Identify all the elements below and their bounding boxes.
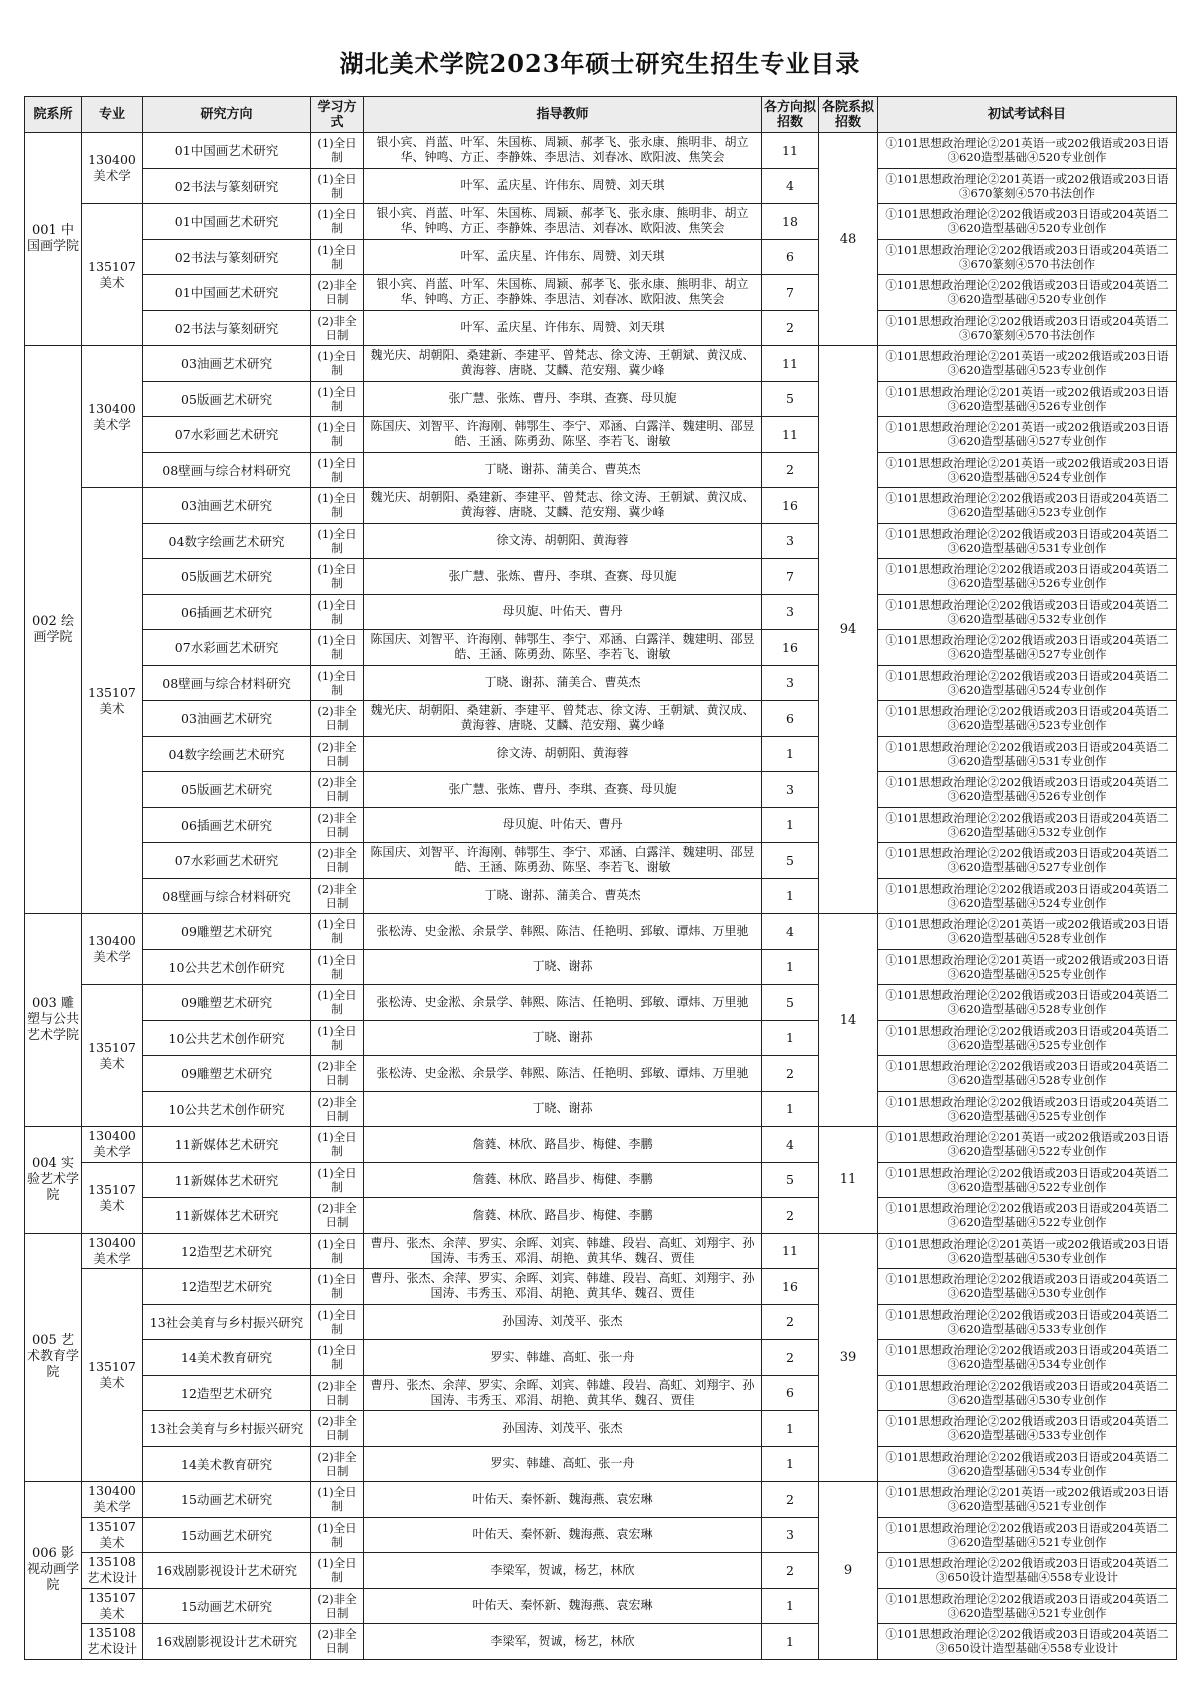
tutors-cell: 张广慧、张炼、曹丹、李琪、查赛、母贝旎: [364, 381, 762, 417]
study-mode-cell: (2)非全日制: [311, 1446, 364, 1482]
tutors-cell: 银小宾、肖蓝、叶军、朱国栋、周颖、郝孝飞、张永康、熊明非、胡立华、钟鸣、方正、李静姝、李思洁、刘春冰、欧阳波、焦笑会: [364, 275, 762, 311]
exam-subjects-cell: ①101思想政治理论②202俄语或203日语或204英语二③620造型基础④526专业创作: [878, 559, 1177, 595]
page-title: 湖北美术学院2023年硕士研究生招生专业目录: [339, 49, 861, 78]
plan-count-cell: 6: [762, 701, 819, 737]
plan-count-cell: 11: [762, 346, 819, 382]
direction-cell: 05版画艺术研究: [143, 559, 311, 595]
department-cell: 001 中国画学院: [25, 133, 82, 346]
exam-subjects-cell: ①101思想政治理论②201英语一或202俄语或203日语③620造型基础④525专业创作: [878, 949, 1177, 985]
plan-count-cell: 3: [762, 523, 819, 559]
exam-subjects-cell: ①101思想政治理论②202俄语或203日语或204英语二③620造型基础④534专业创作: [878, 1340, 1177, 1376]
header-exam: 初试考试科目: [878, 97, 1177, 133]
table-row: [25, 1269, 1177, 1305]
table-row: [25, 1553, 1177, 1589]
tutors-cell: 丁晓、谢荪、蒲美合、曹英杰: [364, 878, 762, 914]
study-mode-cell: (1)全日制: [311, 949, 364, 985]
major-cell: 135107 美术: [82, 1162, 143, 1233]
header-total: 各院系拟招数: [819, 97, 878, 133]
tutors-cell: 魏光庆、胡朝阳、桑建新、李建平、曾梵志、徐文涛、王朝斌、黄汉成、黄海蓉、唐晓、艾麟、范安翔、冀少峰: [364, 346, 762, 382]
major-cell: 135107 美术: [82, 1269, 143, 1482]
plan-count-cell: 4: [762, 168, 819, 204]
study-mode-cell: (1)全日制: [311, 452, 364, 488]
exam-subjects-cell: ①101思想政治理论②202俄语或203日语或204英语二③620造型基础④524专业创作: [878, 878, 1177, 914]
tutors-cell: 张广慧、张炼、曹丹、李琪、查赛、母贝旎: [364, 559, 762, 595]
direction-cell: 10公共艺术创作研究: [143, 1020, 311, 1056]
table-row: [25, 914, 1177, 950]
study-mode-cell: (1)全日制: [311, 630, 364, 666]
tutors-cell: 叶军、孟庆星、许伟东、周赞、刘天琪: [364, 168, 762, 204]
exam-subjects-cell: ①101思想政治理论②202俄语或203日语或204英语二③620造型基础④533专业创作: [878, 1411, 1177, 1447]
table-row: [25, 275, 1177, 311]
direction-cell: 09雕塑艺术研究: [143, 1056, 311, 1092]
direction-cell: 02书法与篆刻研究: [143, 168, 311, 204]
direction-cell: 03油画艺术研究: [143, 701, 311, 737]
exam-subjects-cell: ①101思想政治理论②202俄语或203日语或204英语二③620造型基础④526专业创作: [878, 772, 1177, 808]
tutors-cell: 罗实、韩雄、高虹、张一舟: [364, 1340, 762, 1376]
major-cell: 135107 美术: [82, 204, 143, 346]
exam-subjects-cell: ①101思想政治理论②202俄语或203日语或204英语二③620造型基础④530专业创作: [878, 1375, 1177, 1411]
exam-subjects-cell: ①101思想政治理论②201英语一或202俄语或203日语③620造型基础④522专业创作: [878, 1127, 1177, 1163]
table-row: [25, 488, 1177, 524]
plan-count-cell: 3: [762, 1517, 819, 1553]
table-row: [25, 665, 1177, 701]
plan-count-cell: 1: [762, 1411, 819, 1447]
table-row: [25, 843, 1177, 879]
tutors-cell: 李梁军，贺诚，杨艺，林欣: [364, 1553, 762, 1589]
plan-count-cell: 6: [762, 1375, 819, 1411]
tutors-cell: 曹丹、张杰、余萍、罗实、余晖、刘宾、韩雄、段岩、高虹、刘翔宇、孙国涛、韦秀玉、邓涓、胡艳、黄其华、魏召、贾佳: [364, 1233, 762, 1269]
department-total-cell: 48: [819, 133, 878, 346]
study-mode-cell: (1)全日制: [311, 1233, 364, 1269]
table-row: [25, 630, 1177, 666]
tutors-cell: 魏光庆、胡朝阳、桑建新、李建平、曾梵志、徐文涛、王朝斌、黄汉成、黄海蓉、唐晓、艾麟、范安翔、冀少峰: [364, 488, 762, 524]
study-mode-cell: (1)全日制: [311, 1304, 364, 1340]
exam-subjects-cell: ①101思想政治理论②202俄语或203日语或204英语二③620造型基础④528专业创作: [878, 1056, 1177, 1092]
table-row: [25, 878, 1177, 914]
exam-subjects-cell: ①101思想政治理论②202俄语或203日语或204英语二③650设计造型基础④558专业设计: [878, 1553, 1177, 1589]
table-row: [25, 1056, 1177, 1092]
catalog-table: [24, 96, 1177, 1660]
direction-cell: 06插画艺术研究: [143, 594, 311, 630]
plan-count-cell: 18: [762, 204, 819, 240]
table-row: [25, 239, 1177, 275]
table-row: [25, 1482, 1177, 1518]
plan-count-cell: 3: [762, 594, 819, 630]
table-row: [25, 204, 1177, 240]
direction-cell: 14美术教育研究: [143, 1340, 311, 1376]
study-mode-cell: (2)非全日制: [311, 1056, 364, 1092]
plan-count-cell: 16: [762, 630, 819, 666]
tutors-cell: 罗实、韩雄、高虹、张一舟: [364, 1446, 762, 1482]
direction-cell: 08壁画与综合材料研究: [143, 878, 311, 914]
tutors-cell: 张松涛、史金淞、余景学、韩熙、陈洁、任艳明、郅敏、谭炜、万里驰: [364, 985, 762, 1021]
tutors-cell: 徐文涛、胡朝阳、黄海蓉: [364, 523, 762, 559]
study-mode-cell: (1)全日制: [311, 1162, 364, 1198]
exam-subjects-cell: ①101思想政治理论②202俄语或203日语或204英语二③670篆刻④570书法创作: [878, 239, 1177, 275]
direction-cell: 11新媒体艺术研究: [143, 1162, 311, 1198]
study-mode-cell: (2)非全日制: [311, 701, 364, 737]
table-row: [25, 1624, 1177, 1660]
study-mode-cell: (1)全日制: [311, 239, 364, 275]
table-row: [25, 1020, 1177, 1056]
plan-count-cell: 1: [762, 736, 819, 772]
table-row: [25, 346, 1177, 382]
plan-count-cell: 3: [762, 772, 819, 808]
department-total-cell: 39: [819, 1233, 878, 1482]
major-cell: 130400 美术学: [82, 1127, 143, 1163]
table-row: [25, 1198, 1177, 1234]
plan-count-cell: 11: [762, 1233, 819, 1269]
table-row: [25, 559, 1177, 595]
exam-subjects-cell: ①101思想政治理论②201英语一或202俄语或203日语③620造型基础④528专业创作: [878, 914, 1177, 950]
plan-count-cell: 7: [762, 559, 819, 595]
direction-cell: 13社会美育与乡村振兴研究: [143, 1304, 311, 1340]
study-mode-cell: (1)全日制: [311, 914, 364, 950]
direction-cell: 15动画艺术研究: [143, 1588, 311, 1624]
major-cell: 130400 美术学: [82, 133, 143, 204]
table-row: [25, 1375, 1177, 1411]
study-mode-cell: (2)非全日制: [311, 772, 364, 808]
table-row: [25, 452, 1177, 488]
table-row: [25, 417, 1177, 453]
direction-cell: 15动画艺术研究: [143, 1482, 311, 1518]
exam-subjects-cell: ①101思想政治理论②202俄语或203日语或204英语二③620造型基础④528专业创作: [878, 985, 1177, 1021]
exam-subjects-cell: ①101思想政治理论②202俄语或203日语或204英语二③620造型基础④525专业创作: [878, 1020, 1177, 1056]
table-row: [25, 1091, 1177, 1127]
major-cell: 130400 美术学: [82, 346, 143, 488]
tutors-cell: 银小宾、肖蓝、叶军、朱国栋、周颖、郝孝飞、张永康、熊明非、胡立华、钟鸣、方正、李静姝、李思洁、刘春冰、欧阳波、焦笑会: [364, 133, 762, 169]
exam-subjects-cell: ①101思想政治理论②202俄语或203日语或204英语二③620造型基础④531专业创作: [878, 736, 1177, 772]
direction-cell: 11新媒体艺术研究: [143, 1127, 311, 1163]
table-row: [25, 985, 1177, 1021]
direction-cell: 12造型艺术研究: [143, 1375, 311, 1411]
exam-subjects-cell: ①101思想政治理论②201英语一或202俄语或203日语③620造型基础④527专业创作: [878, 417, 1177, 453]
table-row: [25, 168, 1177, 204]
plan-count-cell: 2: [762, 310, 819, 346]
plan-count-cell: 16: [762, 488, 819, 524]
tutors-cell: 叶佑天、秦怀新、魏海燕、袁宏琳: [364, 1517, 762, 1553]
study-mode-cell: (2)非全日制: [311, 1588, 364, 1624]
tutors-cell: 丁晓、谢荪、蒲美合、曹英杰: [364, 452, 762, 488]
direction-cell: 01中国画艺术研究: [143, 133, 311, 169]
plan-count-cell: 1: [762, 807, 819, 843]
study-mode-cell: (2)非全日制: [311, 275, 364, 311]
table-row: [25, 807, 1177, 843]
plan-count-cell: 2: [762, 1340, 819, 1376]
table-row: [25, 310, 1177, 346]
direction-cell: 09雕塑艺术研究: [143, 914, 311, 950]
exam-subjects-cell: ①101思想政治理论②202俄语或203日语或204英语二③620造型基础④521专业创作: [878, 1588, 1177, 1624]
study-mode-cell: (1)全日制: [311, 204, 364, 240]
tutors-cell: 孙国涛、刘茂平、张杰: [364, 1304, 762, 1340]
department-cell: 002 绘画学院: [25, 346, 82, 914]
major-cell: 130400 美术学: [82, 1233, 143, 1269]
exam-subjects-cell: ①101思想政治理论②201英语一或202俄语或203日语③620造型基础④530专业创作: [878, 1233, 1177, 1269]
exam-subjects-cell: ①101思想政治理论②201英语一或202俄语或203日语③620造型基础④521专业创作: [878, 1482, 1177, 1518]
study-mode-cell: (2)非全日制: [311, 1091, 364, 1127]
direction-cell: 09雕塑艺术研究: [143, 985, 311, 1021]
plan-count-cell: 1: [762, 1588, 819, 1624]
plan-count-cell: 2: [762, 1553, 819, 1589]
study-mode-cell: (1)全日制: [311, 1127, 364, 1163]
exam-subjects-cell: ①101思想政治理论②201英语一或202俄语或203日语③670篆刻④570书法创作: [878, 168, 1177, 204]
study-mode-cell: (2)非全日制: [311, 1375, 364, 1411]
plan-count-cell: 3: [762, 665, 819, 701]
department-total-cell: 11: [819, 1127, 878, 1234]
table-row: [25, 1304, 1177, 1340]
study-mode-cell: (2)非全日制: [311, 807, 364, 843]
plan-count-cell: 1: [762, 1624, 819, 1660]
study-mode-cell: (2)非全日制: [311, 736, 364, 772]
exam-subjects-cell: ①101思想政治理论②202俄语或203日语或204英语二③670篆刻④570书法创作: [878, 310, 1177, 346]
table-row: [25, 1340, 1177, 1376]
study-mode-cell: (1)全日制: [311, 1517, 364, 1553]
exam-subjects-cell: ①101思想政治理论②202俄语或203日语或204英语二③650设计造型基础④558专业设计: [878, 1624, 1177, 1660]
header-row: [25, 97, 1177, 133]
tutors-cell: 丁晓、谢荪、蒲美合、曹英杰: [364, 665, 762, 701]
study-mode-cell: (2)非全日制: [311, 1198, 364, 1234]
study-mode-cell: (1)全日制: [311, 381, 364, 417]
major-cell: 130400 美术学: [82, 914, 143, 985]
major-cell: 135108 艺术设计: [82, 1553, 143, 1589]
exam-subjects-cell: ①101思想政治理论②202俄语或203日语或204英语二③620造型基础④534专业创作: [878, 1446, 1177, 1482]
plan-count-cell: 7: [762, 275, 819, 311]
direction-cell: 01中国画艺术研究: [143, 204, 311, 240]
exam-subjects-cell: ①101思想政治理论②202俄语或203日语或204英语二③620造型基础④521专业创作: [878, 1517, 1177, 1553]
tutors-cell: 陈国庆、刘智平、许海刚、韩鄂生、李宁、邓涵、白露洋、魏建明、邵昱皓、王涵、陈勇劲、陈坚、李若飞、谢敏: [364, 843, 762, 879]
direction-cell: 03油画艺术研究: [143, 346, 311, 382]
exam-subjects-cell: ①101思想政治理论②201英语一或202俄语或203日语③620造型基础④524专业创作: [878, 452, 1177, 488]
exam-subjects-cell: ①101思想政治理论②202俄语或203日语或204英语二③620造型基础④531专业创作: [878, 523, 1177, 559]
study-mode-cell: (1)全日制: [311, 1020, 364, 1056]
plan-count-cell: 2: [762, 452, 819, 488]
study-mode-cell: (1)全日制: [311, 985, 364, 1021]
tutors-cell: 丁晓、谢荪: [364, 1091, 762, 1127]
table-row: [25, 133, 1177, 169]
study-mode-cell: (1)全日制: [311, 665, 364, 701]
major-cell: 130400 美术学: [82, 1482, 143, 1518]
plan-count-cell: 1: [762, 1091, 819, 1127]
plan-count-cell: 4: [762, 914, 819, 950]
plan-count-cell: 2: [762, 1056, 819, 1092]
table-row: [25, 736, 1177, 772]
tutors-cell: 叶军、孟庆星、许伟东、周赞、刘天琪: [364, 239, 762, 275]
table-header: [25, 97, 1177, 133]
major-cell: 135107 美术: [82, 985, 143, 1127]
study-mode-cell: (2)非全日制: [311, 843, 364, 879]
tutors-cell: 银小宾、肖蓝、叶军、朱国栋、周颖、郝孝飞、张永康、熊明非、胡立华、钟鸣、方正、李静姝、李思洁、刘春冰、欧阳波、焦笑会: [364, 204, 762, 240]
exam-subjects-cell: ①101思想政治理论②202俄语或203日语或204英语二③620造型基础④533专业创作: [878, 1304, 1177, 1340]
table-row: [25, 701, 1177, 737]
major-cell: 135107 美术: [82, 1517, 143, 1553]
plan-count-cell: 5: [762, 985, 819, 1021]
table-row: [25, 1446, 1177, 1482]
plan-count-cell: 5: [762, 381, 819, 417]
tutors-cell: 丁晓、谢荪: [364, 1020, 762, 1056]
direction-cell: 07水彩画艺术研究: [143, 630, 311, 666]
direction-cell: 11新媒体艺术研究: [143, 1198, 311, 1234]
header-dept: 院系所: [25, 97, 82, 133]
tutors-cell: 母贝旎、叶佑天、曹丹: [364, 594, 762, 630]
direction-cell: 10公共艺术创作研究: [143, 949, 311, 985]
study-mode-cell: (2)非全日制: [311, 1411, 364, 1447]
study-mode-cell: (2)非全日制: [311, 1624, 364, 1660]
exam-subjects-cell: ①101思想政治理论②202俄语或203日语或204英语二③620造型基础④520专业创作: [878, 275, 1177, 311]
tutors-cell: 魏光庆、胡朝阳、桑建新、李建平、曾梵志、徐文涛、王朝斌、黄汉成、黄海蓉、唐晓、艾麟、范安翔、冀少峰: [364, 701, 762, 737]
plan-count-cell: 1: [762, 878, 819, 914]
table-row: [25, 1588, 1177, 1624]
direction-cell: 02书法与篆刻研究: [143, 239, 311, 275]
direction-cell: 16戏剧影视设计艺术研究: [143, 1553, 311, 1589]
tutors-cell: 叶佑天、秦怀新、魏海燕、袁宏琳: [364, 1588, 762, 1624]
study-mode-cell: (1)全日制: [311, 559, 364, 595]
table-row: [25, 772, 1177, 808]
tutors-cell: 丁晓、谢荪: [364, 949, 762, 985]
plan-count-cell: 5: [762, 1162, 819, 1198]
department-total-cell: 94: [819, 346, 878, 914]
direction-cell: 05版画艺术研究: [143, 772, 311, 808]
department-total-cell: 9: [819, 1482, 878, 1660]
major-cell: 135108 艺术设计: [82, 1624, 143, 1660]
direction-cell: 08壁画与综合材料研究: [143, 452, 311, 488]
study-mode-cell: (1)全日制: [311, 417, 364, 453]
study-mode-cell: (1)全日制: [311, 1269, 364, 1305]
direction-cell: 02书法与篆刻研究: [143, 310, 311, 346]
plan-count-cell: 2: [762, 1198, 819, 1234]
direction-cell: 01中国画艺术研究: [143, 275, 311, 311]
exam-subjects-cell: ①101思想政治理论②202俄语或203日语或204英语二③620造型基础④532专业创作: [878, 594, 1177, 630]
study-mode-cell: (1)全日制: [311, 133, 364, 169]
exam-subjects-cell: ①101思想政治理论②201英语一或202俄语或203日语③620造型基础④526专业创作: [878, 381, 1177, 417]
major-cell: 135107 美术: [82, 1588, 143, 1624]
exam-subjects-cell: ①101思想政治理论②201英语一或202俄语或203日语③620造型基础④523专业创作: [878, 346, 1177, 382]
tutors-cell: 陈国庆、刘智平、许海刚、韩鄂生、李宁、邓涵、白露洋、魏建明、邵昱皓、王涵、陈勇劲、陈坚、李若飞、谢敏: [364, 417, 762, 453]
tutors-cell: 张松涛、史金淞、余景学、韩熙、陈洁、任艳明、郅敏、谭炜、万里驰: [364, 914, 762, 950]
exam-subjects-cell: ①101思想政治理论②202俄语或203日语或204英语二③620造型基础④523专业创作: [878, 701, 1177, 737]
study-mode-cell: (1)全日制: [311, 594, 364, 630]
table-row: [25, 1517, 1177, 1553]
plan-count-cell: 6: [762, 239, 819, 275]
study-mode-cell: (1)全日制: [311, 1553, 364, 1589]
department-total-cell: 14: [819, 914, 878, 1127]
tutors-cell: 李梁军，贺诚，杨艺，林欣: [364, 1624, 762, 1660]
study-mode-cell: (1)全日制: [311, 346, 364, 382]
exam-subjects-cell: ①101思想政治理论②202俄语或203日语或204英语二③620造型基础④524专业创作: [878, 665, 1177, 701]
study-mode-cell: (1)全日制: [311, 168, 364, 204]
direction-cell: 10公共艺术创作研究: [143, 1091, 311, 1127]
exam-subjects-cell: ①101思想政治理论②202俄语或203日语或204英语二③620造型基础④523专业创作: [878, 488, 1177, 524]
exam-subjects-cell: ①101思想政治理论②202俄语或203日语或204英语二③620造型基础④530专业创作: [878, 1269, 1177, 1305]
direction-cell: 08壁画与综合材料研究: [143, 665, 311, 701]
study-mode-cell: (1)全日制: [311, 1340, 364, 1376]
tutors-cell: 张松涛、史金淞、余景学、韩熙、陈洁、任艳明、郅敏、谭炜、万里驰: [364, 1056, 762, 1092]
table-row: [25, 1233, 1177, 1269]
tutors-cell: 陈国庆、刘智平、许海刚、韩鄂生、李宁、邓涵、白露洋、魏建明、邵昱皓、王涵、陈勇劲、陈坚、李若飞、谢敏: [364, 630, 762, 666]
plan-count-cell: 1: [762, 1020, 819, 1056]
department-cell: 006 影视动画学院: [25, 1482, 82, 1660]
direction-cell: 03油画艺术研究: [143, 488, 311, 524]
tutors-cell: 孙国涛、刘茂平、张杰: [364, 1411, 762, 1447]
header-plan: 各方向拟招数: [762, 97, 819, 133]
header-mode: 学习方式: [311, 97, 364, 133]
exam-subjects-cell: ①101思想政治理论②202俄语或203日语或204英语二③620造型基础④522专业创作: [878, 1162, 1177, 1198]
header-direction: 研究方向: [143, 97, 311, 133]
exam-subjects-cell: ①101思想政治理论②202俄语或203日语或204英语二③620造型基础④527专业创作: [878, 843, 1177, 879]
tutors-cell: 张广慧、张炼、曹丹、李琪、查赛、母贝旎: [364, 772, 762, 808]
plan-count-cell: 11: [762, 133, 819, 169]
direction-cell: 14美术教育研究: [143, 1446, 311, 1482]
plan-count-cell: 16: [762, 1269, 819, 1305]
table-body: [25, 133, 1177, 1660]
direction-cell: 06插画艺术研究: [143, 807, 311, 843]
plan-count-cell: 1: [762, 949, 819, 985]
plan-count-cell: 4: [762, 1127, 819, 1163]
exam-subjects-cell: ①101思想政治理论②201英语一或202俄语或203日语③620造型基础④520专业创作: [878, 133, 1177, 169]
plan-count-cell: 1: [762, 1446, 819, 1482]
tutors-cell: 母贝旎、叶佑天、曹丹: [364, 807, 762, 843]
study-mode-cell: (1)全日制: [311, 488, 364, 524]
direction-cell: 16戏剧影视设计艺术研究: [143, 1624, 311, 1660]
plan-count-cell: 11: [762, 417, 819, 453]
department-cell: 005 艺术教育学院: [25, 1233, 82, 1482]
direction-cell: 15动画艺术研究: [143, 1517, 311, 1553]
plan-count-cell: 2: [762, 1304, 819, 1340]
tutors-cell: 詹蕤、林欣、路昌步、梅健、李鹏: [364, 1127, 762, 1163]
tutors-cell: 曹丹、张杰、余萍、罗实、余晖、刘宾、韩雄、段岩、高虹、刘翔宇、孙国涛、韦秀玉、邓涓、胡艳、黄其华、魏召、贾佳: [364, 1269, 762, 1305]
study-mode-cell: (2)非全日制: [311, 878, 364, 914]
direction-cell: 12造型艺术研究: [143, 1233, 311, 1269]
direction-cell: 07水彩画艺术研究: [143, 417, 311, 453]
table-row: [25, 1162, 1177, 1198]
table-row: [25, 381, 1177, 417]
tutors-cell: 徐文涛、胡朝阳、黄海蓉: [364, 736, 762, 772]
exam-subjects-cell: ①101思想政治理论②202俄语或203日语或204英语二③620造型基础④520专业创作: [878, 204, 1177, 240]
direction-cell: 04数字绘画艺术研究: [143, 523, 311, 559]
major-cell: 135107 美术: [82, 488, 143, 914]
header-tutors: 指导教师: [364, 97, 762, 133]
plan-count-cell: 2: [762, 1482, 819, 1518]
direction-cell: 12造型艺术研究: [143, 1269, 311, 1305]
department-cell: 004 实验艺术学院: [25, 1127, 82, 1234]
tutors-cell: 曹丹、张杰、余萍、罗实、余晖、刘宾、韩雄、段岩、高虹、刘翔宇、孙国涛、韦秀玉、邓涓、胡艳、黄其华、魏召、贾佳: [364, 1375, 762, 1411]
table-row: [25, 1411, 1177, 1447]
direction-cell: 07水彩画艺术研究: [143, 843, 311, 879]
header-major: 专业: [82, 97, 143, 133]
plan-count-cell: 5: [762, 843, 819, 879]
exam-subjects-cell: ①101思想政治理论②202俄语或203日语或204英语二③620造型基础④527专业创作: [878, 630, 1177, 666]
table-row: [25, 949, 1177, 985]
table-row: [25, 594, 1177, 630]
direction-cell: 04数字绘画艺术研究: [143, 736, 311, 772]
tutors-cell: 叶军、孟庆星、许伟东、周赞、刘天琪: [364, 310, 762, 346]
tutors-cell: 叶佑天、秦怀新、魏海燕、袁宏琳: [364, 1482, 762, 1518]
study-mode-cell: (1)全日制: [311, 523, 364, 559]
table-row: [25, 1127, 1177, 1163]
exam-subjects-cell: ①101思想政治理论②202俄语或203日语或204英语二③620造型基础④525专业创作: [878, 1091, 1177, 1127]
table-row: [25, 523, 1177, 559]
tutors-cell: 詹蕤、林欣、路昌步、梅健、李鹏: [364, 1198, 762, 1234]
study-mode-cell: (1)全日制: [311, 1482, 364, 1518]
direction-cell: 13社会美育与乡村振兴研究: [143, 1411, 311, 1447]
exam-subjects-cell: ①101思想政治理论②202俄语或203日语或204英语二③620造型基础④532专业创作: [878, 807, 1177, 843]
department-cell: 003 雕塑与公共艺术学院: [25, 914, 82, 1127]
direction-cell: 05版画艺术研究: [143, 381, 311, 417]
study-mode-cell: (2)非全日制: [311, 310, 364, 346]
tutors-cell: 詹蕤、林欣、路昌步、梅健、李鹏: [364, 1162, 762, 1198]
exam-subjects-cell: ①101思想政治理论②202俄语或203日语或204英语二③620造型基础④522专业创作: [878, 1198, 1177, 1234]
